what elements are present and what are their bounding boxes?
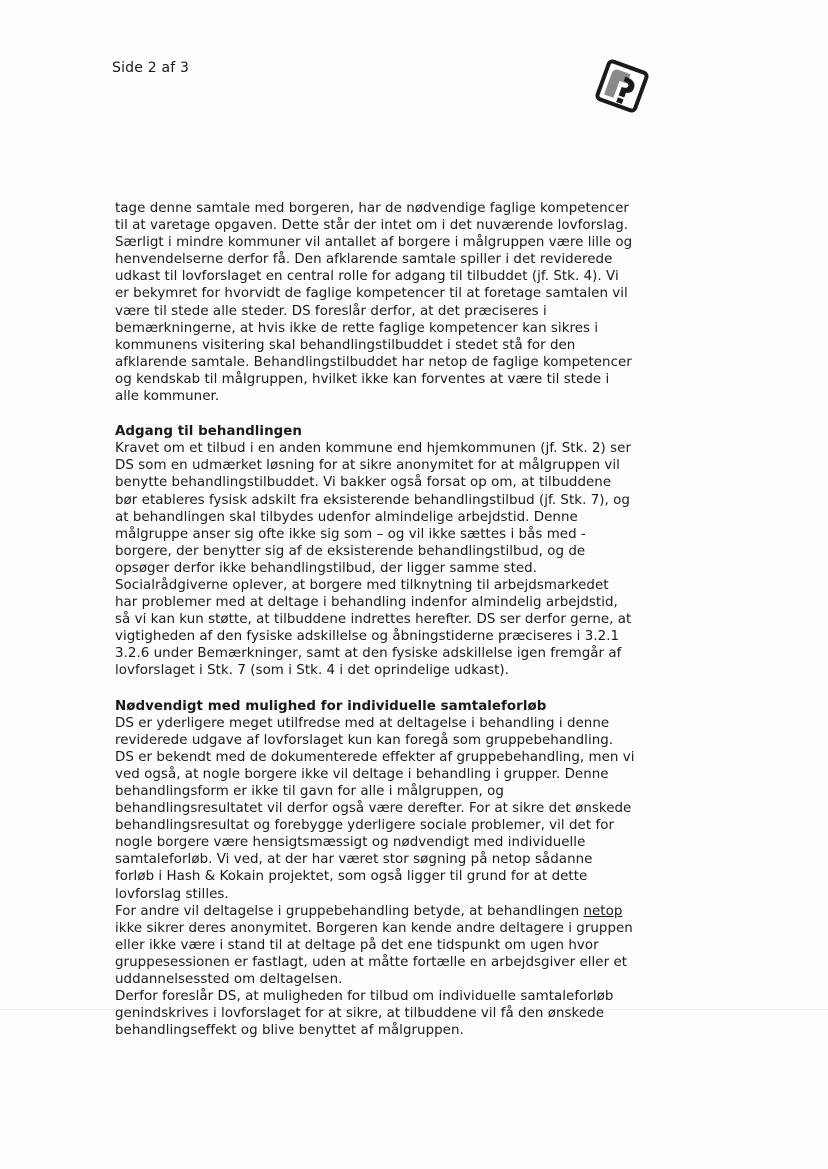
- ds-logo-icon: [592, 56, 652, 116]
- section-heading: Nødvendigt med mulighed for individuelle samtaleforløb: [115, 698, 547, 714]
- section-access-to-treatment: [115, 423, 635, 679]
- intro-paragraph: tage denne samtale med borgeren, har de nødvendige faglige kompetencer til at varetage opgaven. Dette står der intet om i det nuværende lovforslag. Særligt i mindre kommuner vil antallet af borgere i målgruppen være lille og henvendelserne derfor få. Den afklarende samtale spiller i det reviderede udkast til lovforslaget en central rolle for adgang til tilbuddet (jf. Stk. 4). Vi er bekymret for hvorvidt de faglige kompetencer til at foretage samtalen vil være til stede alle steder. DS foreslår derfor, at det præciseres i bemærkningerne, at hvis ikke de rette faglige kompetencer kan sikres i kommunens visitering skal behandlingstilbuddet i stedet stå for den afklarende samtale. Behandlingstilbuddet har netop de faglige kompetencer og kendskab til målgruppen, hvilket ikke kan forventes at være til stede i alle kommuner.: [115, 201, 633, 405]
- text-span: For andre vil deltagelse i gruppebehandling betyde, at behandlingen: [115, 903, 584, 919]
- section-heading: Adgang til behandlingen: [115, 424, 303, 440]
- section-individual-sessions: [115, 698, 635, 1040]
- underlined-word: netop: [583, 903, 623, 919]
- scan-artifact-line: [0, 1009, 828, 1010]
- text-span: ikke sikrer deres anonymitet. Borgeren kan kende andre deltagere i gruppen eller ikke være i stand til at deltage på det ene tidspunkt om ugen hvor gruppesessionen er fastlagt, uden at måtte fortælle en arbejdsgiver eller et uddannelsessted om deltagelsen.: [115, 920, 633, 988]
- section-paragraph: Kravet om et tilbud i en anden kommune end hjemkommunen (jf. Stk. 2) ser DS som en udmærket løsning for at sikre anonymitet for at målgruppen vil benytte behandlingstilbuddet. Vi bakker også forsat op om, at tilbuddene bør etableres fysisk adskilt fra eksisterende behandlingstilbud (jf. Stk. 7), og at behandlingen skal tilbydes udenfor almindelige arbejdstid. Denne målgruppe anser sig ofte ikke sig som – og vil ikke sættes i bås med - borgere, der benytter sig af de eksisterende behandlingstilbud, og de opsøger derfor ikke behandlingstilbud, der ligger samme sted. Socialrådgiverne oplever, at borgere med tilknytning til arbejdsmarkedet har problemer med at deltage i behandling indenfor almindelig arbejdstid, så vi kan kun støtte, at tilbuddene indrettes herefter. DS ser derfor gerne, at vigtigheden af den fysiske adskillelse og åbningstiderne præciseres i 3.2.1 3.2.6 under Bemærkninger, samt at den fysiske adskillelse igen fremgår af lovforslaget i Stk. 7 (som i Stk. 4 i det oprindelige udkast).: [115, 441, 632, 679]
- page-number: Side 2 af 3: [112, 60, 190, 76]
- section-paragraph: DS er yderligere meget utilfredse med at deltagelse i behandling i denne reviderede udgave af lovforslaget kun kan foregå som gruppebehandling. DS er bekendt med de dokumenterede effekter af gruppebehandling, men vi ved også, at nogle borgere ikke vil deltage i behandling i grupper. Denne behandlingsform er ikke til gavn for alle i målgruppen, og behandlingsresultatet vil derfor også være derefter. For at sikre det ønskede behandlingsresultat og forebygge yderligere sociale problemer, vil det for nogle borgere være hensigtsmæssigt og nødvendigt med individuelle samtaleforløb. Vi ved, at der har været stor søgning på netop sådanne forløb i Hash & Kokain projektet, som også ligger til grund for at dette lovforslag stilles.: [115, 715, 635, 902]
- letter-body: [115, 200, 635, 1039]
- logo-graphic: [592, 56, 652, 116]
- section-paragraph: [115, 903, 635, 988]
- section-paragraph: Derfor foreslår DS, at muligheden for tilbud om individuelle samtaleforløb genindskrives i lovforslaget for at sikre, at tilbuddene vil få den ønskede behandlingseffekt og blive benyttet af målgruppen.: [115, 989, 614, 1039]
